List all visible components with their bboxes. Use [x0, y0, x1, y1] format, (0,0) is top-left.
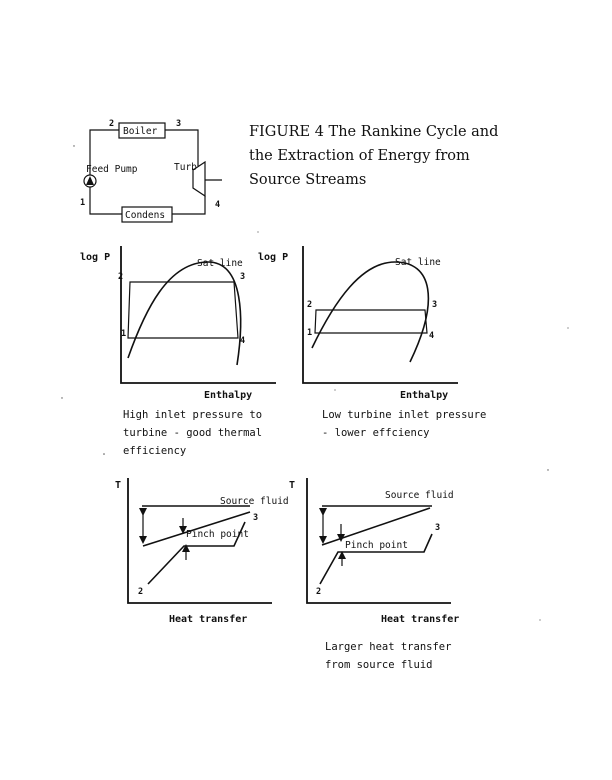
pump-triangle-icon — [86, 176, 94, 185]
schematic-point-4: 4 — [215, 200, 221, 210]
ph2-sat-dome — [312, 262, 428, 362]
ph1-point-1: 1 — [121, 329, 127, 339]
ph1-caption-line-3: efficiency — [123, 445, 187, 457]
th-diagram-low-pressure — [289, 478, 459, 671]
schematic-point-1: 1 — [80, 198, 86, 208]
ph2-xlabel: Enthalpy — [400, 390, 449, 401]
title-line-1: FIGURE 4 The Rankine Cycle and — [249, 124, 499, 140]
th2-caption-line-2: from source fluid — [325, 659, 433, 671]
ph2-caption-line-2: - lower effciency — [322, 427, 430, 439]
th1-ylabel: T — [115, 480, 122, 491]
schematic-point-2: 2 — [109, 119, 115, 129]
ph-diagram-high-pressure — [80, 246, 276, 457]
ph2-point-1: 1 — [307, 328, 313, 338]
ph2-sat-label: Sat line — [395, 257, 441, 268]
ph-diagram-low-pressure — [258, 246, 486, 439]
schematic-point-3: 3 — [176, 119, 182, 129]
feed-pump-label: Feed Pump — [86, 164, 138, 175]
ph1-caption-line-2: turbine - good thermal — [123, 427, 263, 439]
ph2-cycle — [315, 310, 427, 333]
th2-point-3: 3 — [435, 523, 441, 533]
ph1-point-4: 4 — [240, 336, 246, 346]
ph1-cycle — [128, 282, 238, 338]
ph1-sat-label: Sat line — [197, 258, 243, 269]
th2-ylabel: T — [289, 480, 296, 491]
ph2-ylabel: log P — [258, 252, 289, 263]
th2-xlabel: Heat transfer — [381, 614, 460, 625]
title-line-2: the Extraction of Energy from — [249, 148, 470, 164]
boiler-label: Boiler — [123, 126, 158, 137]
th2-point-2: 2 — [316, 587, 322, 597]
th1-source-label: Source fluid — [220, 496, 289, 507]
th1-xlabel: Heat transfer — [169, 614, 248, 625]
ph2-point-4: 4 — [429, 331, 435, 341]
th2-caption-line-1: Larger heat transfer — [325, 641, 452, 653]
th-diagram-high-pressure — [115, 478, 289, 625]
ph1-sat-dome — [128, 262, 241, 365]
ph2-point-2: 2 — [307, 300, 313, 310]
figure-title — [249, 124, 498, 188]
ph2-caption-line-1: Low turbine inlet pressure — [322, 409, 487, 421]
th2-pinch-label: Pinch point — [345, 540, 408, 551]
cycle-line-boiler-to-turbine — [165, 130, 198, 166]
rankine-schematic — [80, 119, 222, 222]
th1-pinch-label: Pinch point — [186, 529, 249, 540]
ph1-ylabel: log P — [80, 252, 111, 263]
cycle-line-turbine-to-condenser — [172, 196, 205, 214]
th1-point-3: 3 — [253, 513, 259, 523]
ph1-caption-line-1: High inlet pressure to — [123, 409, 263, 421]
th2-source-label: Source fluid — [385, 490, 454, 501]
ph2-point-3: 3 — [432, 300, 438, 310]
th1-point-2: 2 — [138, 587, 144, 597]
condenser-label: Condens — [125, 210, 166, 221]
turbine-label: Turb — [174, 162, 197, 173]
ph1-point-3: 3 — [240, 272, 246, 282]
ph1-xlabel: Enthalpy — [204, 390, 253, 401]
title-line-3: Source Streams — [249, 172, 367, 188]
cycle-line-condenser-to-pump — [90, 187, 122, 214]
ph1-point-2: 2 — [118, 272, 124, 282]
